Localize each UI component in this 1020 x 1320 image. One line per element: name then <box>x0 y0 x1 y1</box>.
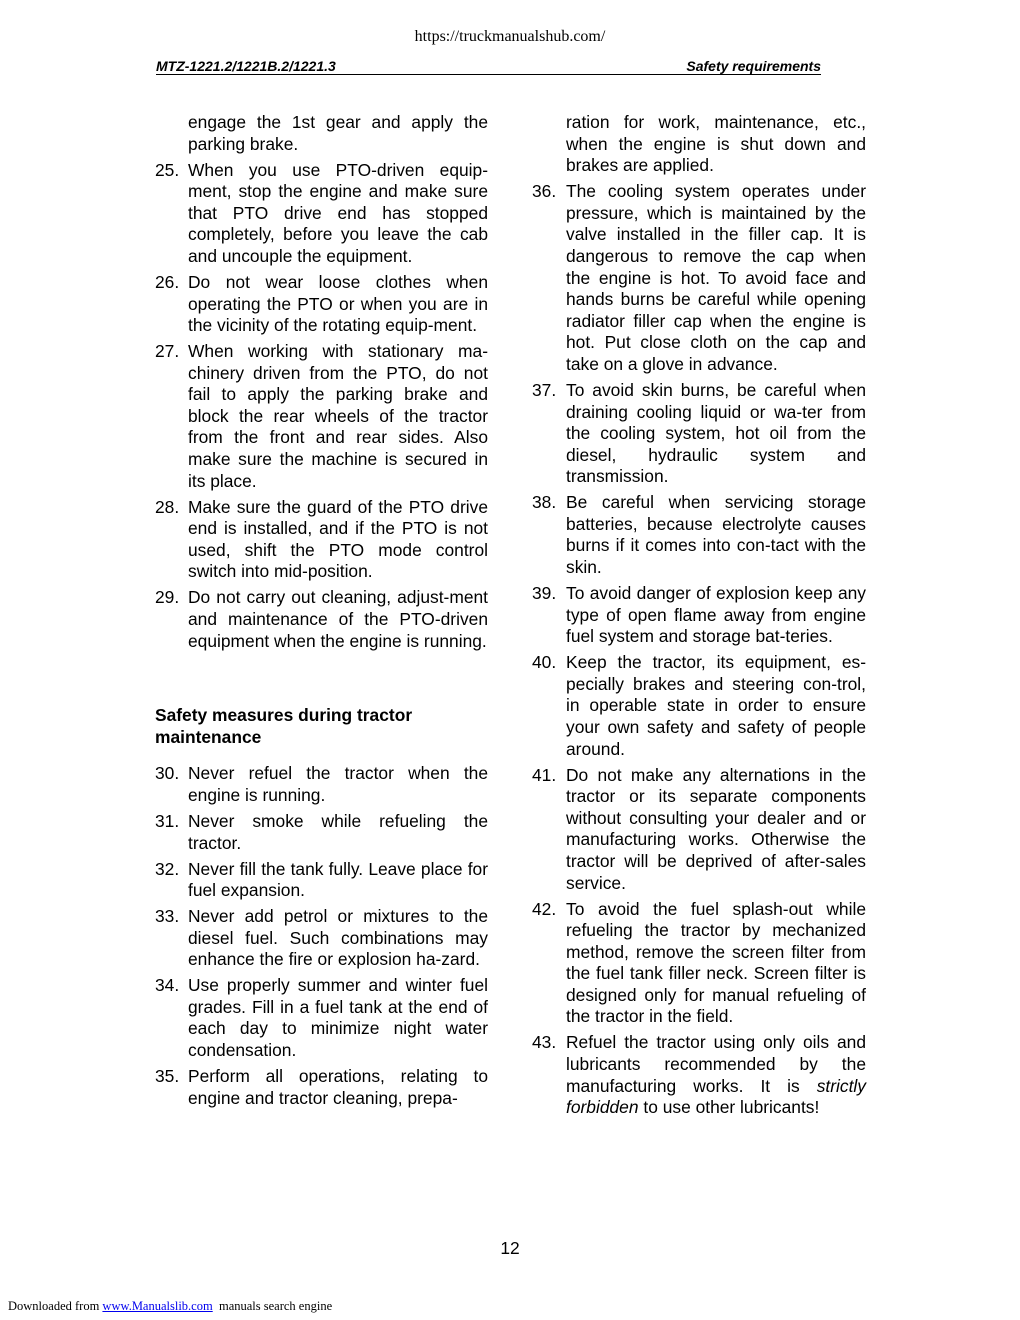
item-number: 36. <box>532 181 557 202</box>
page-number: 12 <box>500 1238 520 1258</box>
list-item <box>532 492 866 578</box>
top-url: https://truckmanualshub.com/ <box>414 28 606 45</box>
list-item <box>155 160 488 268</box>
list-item <box>532 583 866 648</box>
list-item <box>155 587 488 652</box>
list-item <box>155 906 488 971</box>
item-number: 40. <box>532 652 557 673</box>
item-text: Use properly summer and winter fuel grades. Fill in a fuel tank at the end of each day to minimize night water condensation. <box>188 975 488 1061</box>
list-item <box>532 1032 866 1118</box>
item-number: 39. <box>532 583 557 604</box>
item-text-start: Refuel the tractor using only oils and lubricants recommended by the manufacturing works. It is <box>566 1032 866 1096</box>
list-item <box>155 497 488 583</box>
list-item <box>532 899 866 1029</box>
item-number: 38. <box>532 492 557 513</box>
item-text: Be careful when servicing storage batteries, because electrolyte causes burns if it comes into con-tact with the skin. <box>566 492 866 578</box>
item-number: 28. <box>155 496 180 517</box>
header-section: Safety requirements <box>686 58 821 74</box>
item-number: 27. <box>155 341 180 362</box>
continuation-text: engage the 1st gear and apply the parking brake. <box>188 112 488 154</box>
item-text: Never add petrol or mixtures to the diesel fuel. Such combinations may enhance the fire or explosion ha-zard. <box>188 906 488 970</box>
item-text: Never smoke while refueling the tractor. <box>188 810 488 853</box>
list-item <box>155 1066 488 1109</box>
item-text-end: to use other lubricants! <box>638 1097 820 1118</box>
item-number: 33. <box>155 906 180 927</box>
item-text: Make sure the guard of the PTO drive end is installed, and if the PTO is not used, shift the PTO mode control switch into mid-position. <box>188 496 488 582</box>
item-number: 42. <box>532 898 557 919</box>
list-item <box>155 811 488 854</box>
item-text-emphasis: strictly forbidden <box>566 1075 866 1118</box>
list-item <box>155 272 488 337</box>
list-item <box>532 652 866 760</box>
item-number: 32. <box>155 858 180 879</box>
item-number: 34. <box>155 975 180 996</box>
header-rule <box>156 74 821 75</box>
item-number: 29. <box>155 587 180 608</box>
item-text: Perform all operations, relating to engine and tractor cleaning, prepa- <box>188 1066 488 1108</box>
list-item <box>532 765 866 895</box>
list-item <box>155 859 488 902</box>
item-text: To avoid skin burns, be careful when draining cooling liquid or wa-ter from the cooling system, hot oil from the diesel, hydraulic system and transmission. <box>566 379 866 487</box>
item-text: When you use PTO-driven equip-ment, stop the engine and make sure that PTO drive end has stopped completely, before you leave the cab and uncouple the equipment. <box>188 159 488 266</box>
item-number: 37. <box>532 379 557 400</box>
right-column <box>532 112 866 1123</box>
header-model: MTZ-1221.2/1221B.2/1221.3 <box>156 58 336 74</box>
item-number: 41. <box>532 764 557 785</box>
footer-prefix: Downloaded from <box>8 1299 103 1313</box>
item-number: 25. <box>155 159 180 180</box>
item-text: Do not make any alternations in the tractor or its separate components without consulting your dealer and or manufacturing works. Otherwise the tractor will be deprived of after-sales service. <box>566 764 866 893</box>
item-text: When working with stationary ma-chinery driven from the PTO, do not fail to apply the parking brake and block the rear wheels of the tractor from the front and rear sides. Also make sure the machine is secured in its place. <box>188 341 488 491</box>
list-item <box>532 181 866 375</box>
item-text: Do not wear loose clothes when operating the PTO or when you are in the vicinity of the rotating equip-ment. <box>188 271 488 336</box>
item-number: 26. <box>155 271 180 292</box>
item-text <box>566 1032 866 1118</box>
list-item <box>532 380 866 488</box>
section-heading: Safety measures during tractor maintenance <box>155 705 413 747</box>
left-column <box>155 112 488 1114</box>
item-text: Keep the tractor, its equipment, es-pecially brakes and steering con-trol, in operable state in order to ensure your own safety and safety of people around. <box>566 652 866 759</box>
manualslib-link[interactable]: www.Manualslib.com <box>102 1299 213 1313</box>
list-item <box>155 975 488 1061</box>
item-number: 43. <box>532 1032 557 1053</box>
list-item <box>155 763 488 806</box>
footer-suffix: manuals search engine <box>212 1299 333 1313</box>
footer <box>8 1299 332 1314</box>
item-text: Never fill the tank fully. Leave place for fuel expansion. <box>188 858 488 901</box>
item-text: To avoid the fuel splash-out while refueling the tractor by mechanized method, remove the screen filter from the fuel tank filler neck. Screen filter is designed only for manual refueling of the tractor in the field. <box>566 898 866 1027</box>
item-text: Never refuel the tractor when the engine is running. <box>188 763 488 805</box>
item-text: Do not carry out cleaning, adjust-ment and maintenance of the PTO-driven equipment when the engine is running. <box>188 587 488 651</box>
item-number: 30. <box>155 763 180 784</box>
item-text: The cooling system operates under pressure, which is maintained by the valve installed in the filler cap. It is dangerous to remove the cap when the engine is hot. To avoid face and hands burns be careful while opening radiator filler cap when the engine is hot. Put close cloth on the cap and take on a glove in advance. <box>566 181 866 374</box>
item-number: 31. <box>155 810 180 831</box>
list-item <box>155 341 488 492</box>
item-text: To avoid danger of explosion keep any type of open flame away from engine fuel system and storage bat-teries. <box>566 583 866 647</box>
continuation-text: ration for work, maintenance, etc., when the engine is shut down and brakes are applied. <box>566 112 866 176</box>
item-number: 35. <box>155 1066 180 1087</box>
